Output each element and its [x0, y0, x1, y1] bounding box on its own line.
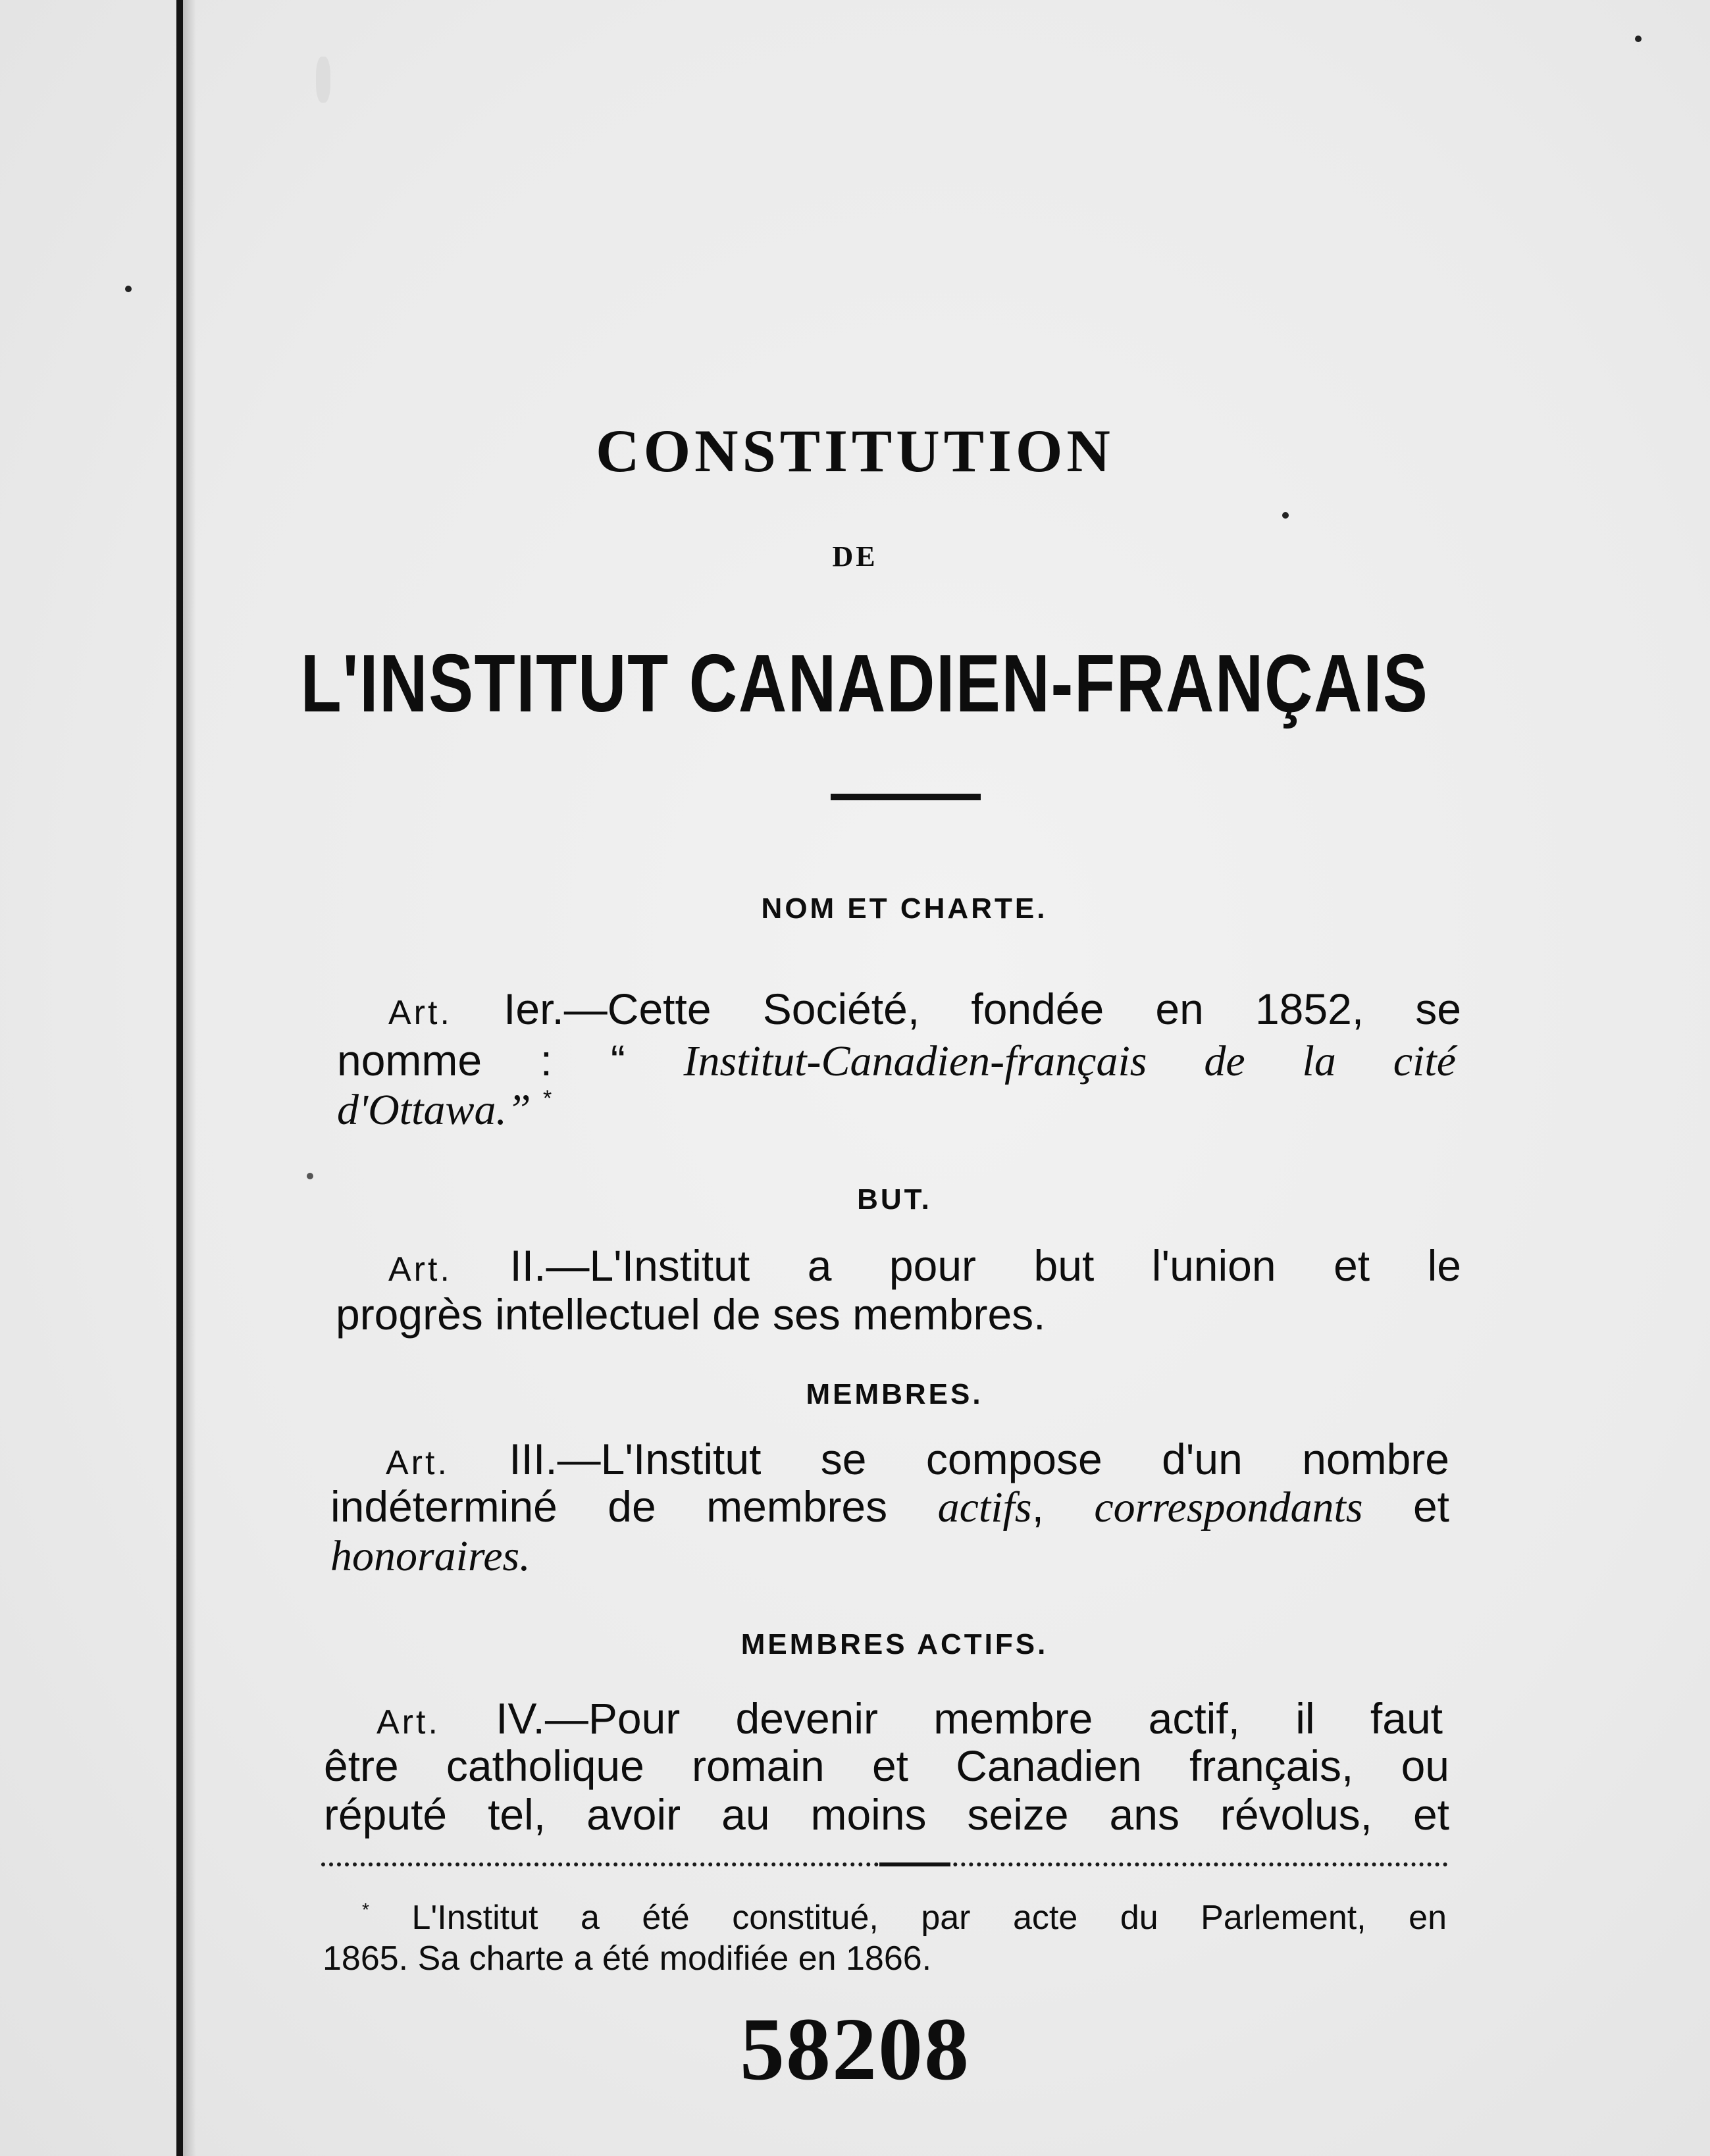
article-text: indéterminé de membres — [330, 1482, 888, 1531]
scan-speck — [1282, 512, 1289, 519]
title-de: DE — [832, 540, 878, 573]
section-heading-nom-et-charte: NOM ET CHARTE. — [761, 892, 1048, 925]
article-3-line-2 — [330, 1482, 1450, 1531]
scan-speck — [316, 57, 330, 103]
title-constitution: CONSTITUTION — [596, 417, 1114, 484]
article-text: progrès intellectuel de ses membres. — [336, 1290, 1046, 1339]
article-text: réputé tel, avoir au moins seize ans révolus, et — [324, 1790, 1449, 1839]
article-label: Art. — [386, 1444, 450, 1482]
term-honoraires: honoraires. — [330, 1532, 531, 1580]
footnote-line-2 — [323, 1941, 931, 1976]
scan-speck — [125, 286, 132, 292]
article-text: et — [1412, 1482, 1450, 1531]
article-number: III. — [509, 1435, 557, 1483]
article-text: —L'Institut a pour but l'union et le — [546, 1241, 1462, 1290]
spine-shadow — [183, 0, 196, 2156]
article-4-line-3 — [324, 1790, 1449, 1839]
article-3-line-3 — [330, 1533, 1449, 1578]
footnote-text: L'Institut a été constitué, par acte du Parlement, en — [411, 1899, 1447, 1937]
term-actifs: actifs — [937, 1483, 1032, 1531]
article-label: Art. — [376, 1703, 440, 1741]
article-number: II. — [509, 1241, 546, 1290]
article-number: IV. — [496, 1694, 545, 1743]
title-divider — [831, 794, 981, 800]
footnote-line-1 — [362, 1901, 1447, 1935]
comma: , — [1031, 1482, 1044, 1531]
scan-speck — [307, 1173, 313, 1179]
catalog-stamp-number: 58208 — [740, 2000, 970, 2099]
article-4-line-1 — [376, 1694, 1443, 1743]
article-1-line-1 — [388, 987, 1461, 1031]
article-text: —Cette Société, fondée en 1852, se — [563, 985, 1461, 1033]
title-institut: L'INSTITUT CANADIEN-FRANÇAIS — [300, 638, 1429, 729]
article-text: —Pour devenir membre actif, il faut — [544, 1694, 1443, 1743]
article-4-line-2 — [324, 1741, 1449, 1790]
article-1-line-2 — [337, 1036, 1456, 1085]
page-spine-edge — [176, 0, 183, 2156]
article-text: être catholique romain et Canadien français, ou — [324, 1741, 1449, 1790]
article-2-line-2 — [336, 1290, 1455, 1339]
article-1-line-3 — [337, 1087, 1456, 1132]
article-3-line-1 — [386, 1437, 1449, 1481]
institute-name-italic: Institut-Canadien-français de la cité — [683, 1037, 1456, 1085]
footnote-marker: * — [543, 1086, 552, 1111]
article-text: nomme : “ — [337, 1036, 625, 1085]
term-correspondants: correspondants — [1094, 1483, 1363, 1531]
section-heading-membres-actifs: MEMBRES ACTIFS. — [740, 1628, 1049, 1660]
article-text: —L'Institut se compose d'un nombre — [557, 1435, 1449, 1483]
article-2-line-1 — [388, 1241, 1462, 1290]
footnote-separator-bar — [879, 1862, 950, 1866]
section-heading-but: BUT. — [857, 1183, 932, 1216]
footnote-marker: * — [362, 1899, 369, 1920]
article-label: Art. — [388, 1250, 452, 1289]
article-label: Art. — [388, 994, 452, 1032]
institute-name-italic-end: d'Ottawa.” — [337, 1086, 531, 1134]
scan-speck — [1635, 36, 1642, 42]
footnote-text: 1865. Sa charte a été modifiée en 1866. — [323, 1939, 932, 1978]
section-heading-membres: MEMBRES. — [806, 1378, 983, 1410]
article-number: Ier. — [504, 985, 564, 1033]
